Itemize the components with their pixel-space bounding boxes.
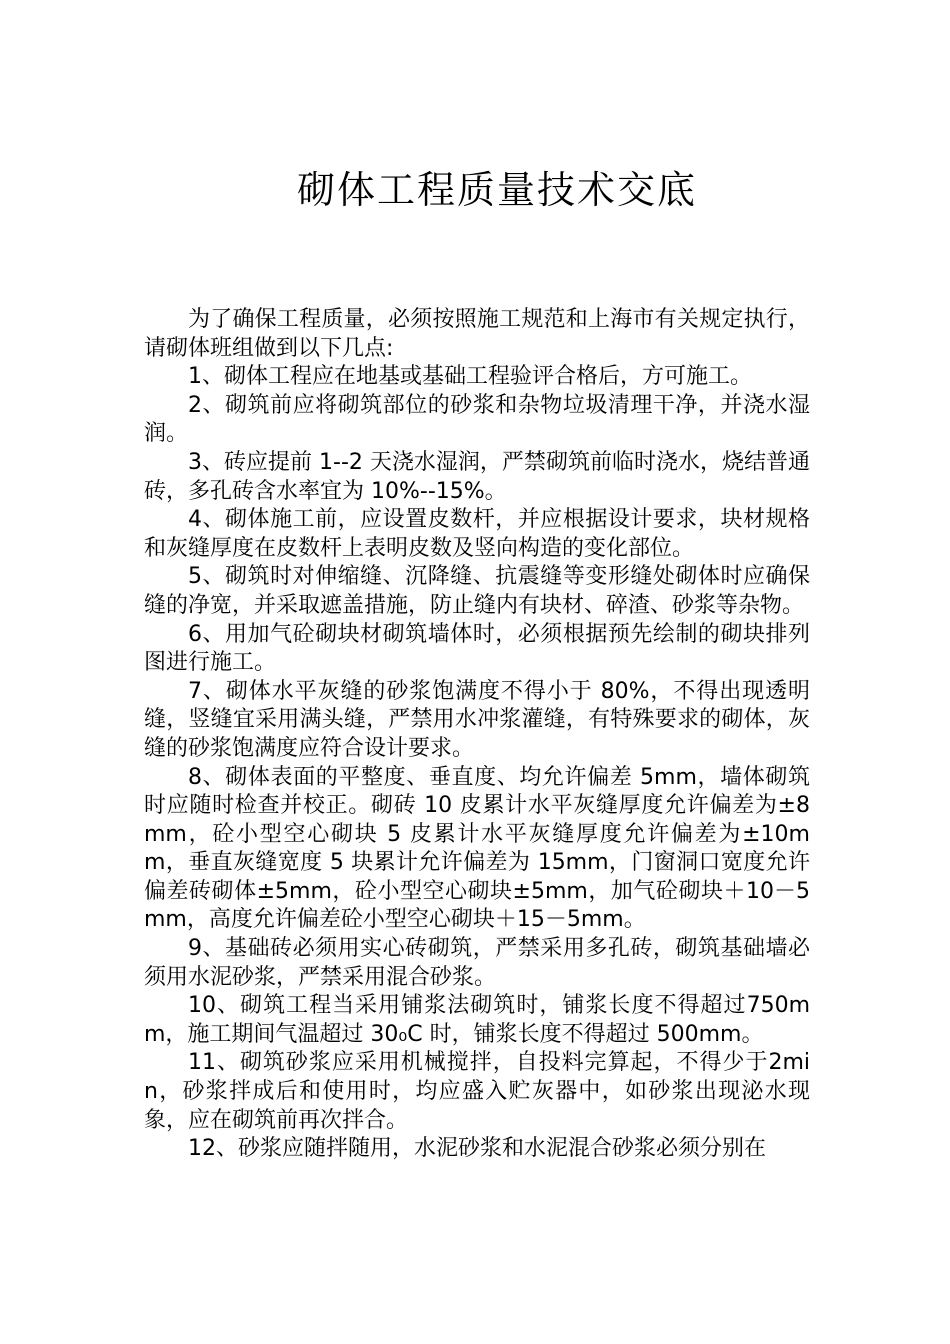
clause-10: 10、砌筑工程当采用铺浆法砌筑时，铺浆长度不得超过750mm，施工期间气温超过 30₀C 时，铺浆长度不得超过 500mm。 [144, 993, 810, 1047]
clause-11: 11、砌筑砂浆应采用机械搅拌，自投料完算起，不得少于2min，砂浆拌成后和使用时，均应盛入贮灰器中，如砂浆出现泌水现象，应在砌筑前再次拌合。 [144, 1050, 810, 1133]
document-body [144, 306, 810, 1164]
clause-6: 6、用加气砼砌块材砌筑墙体时，必须根据预先绘制的砌块排列图进行施工。 [144, 621, 810, 676]
clause-12: 12、砂浆应随拌随用，水泥砂浆和水泥混合砂浆必须分别在 [188, 1136, 766, 1162]
intro-paragraph: 为了确保工程质量，必须按照施工规范和上海市有关规定执行，请砌体班组做到以下几点: [144, 307, 810, 361]
clause-8: 8、砌体表面的平整度、垂直度、均允许偏差 5mm，墙体砌筑时应随时检查并校正。砌砖 10 皮累计水平灰缝厚度允许偏差为±8mm，砼小型空心砌块 5 皮累计水平灰缝厚度允许偏差为±10mm，垂直灰缝宽度 5 块累计允许偏差为 15mm，门窗洞口宽度允许偏差砖砌体±5mm，砼小型空心砌块±5mm，加气砼砌块＋10－5mm，高度允许偏差砼小型空心砌块＋15－5mm。 [144, 764, 810, 933]
document-title: 砌体工程质量技术交底 [296, 168, 697, 212]
clause-7: 7、砌体水平灰缝的砂浆饱满度不得小于 80%，不得出现透明缝，竖缝宜采用满头缝，严禁用水冲浆灌缝，有特殊要求的砌体，灰缝的砂浆饱满度应符合设计要求。 [144, 678, 810, 761]
clause-5: 5、砌筑时对伸缩缝、沉降缝、抗震缝等变形缝处砌体时应确保缝的净宽，并采取遮盖措施，防止缝内有块材、碎渣、砂浆等杂物。 [144, 564, 810, 618]
clause-2: 2、砌筑前应将砌筑部位的砂浆和杂物垃圾清理干净，并浇水湿润。 [144, 392, 810, 447]
clause-3: 3、砖应提前 1--2 天浇水湿润，严禁砌筑前临时浇水，烧结普通砖，多孔砖含水率宜为 10%--15%。 [144, 449, 810, 504]
clause-9: 9、基础砖必须用实心砖砌筑，严禁采用多孔砖，砌筑基础墙必须用水泥砂浆，严禁采用混合砂浆。 [144, 936, 810, 990]
clause-1: 1、砌体工程应在地基或基础工程验评合格后，方可施工。 [188, 364, 752, 390]
clause-4: 4、砌体施工前，应设置皮数杆，并应根据设计要求，块材规格和灰缝厚度在皮数杆上表明皮数及竖向构造的变化部位。 [144, 507, 810, 561]
